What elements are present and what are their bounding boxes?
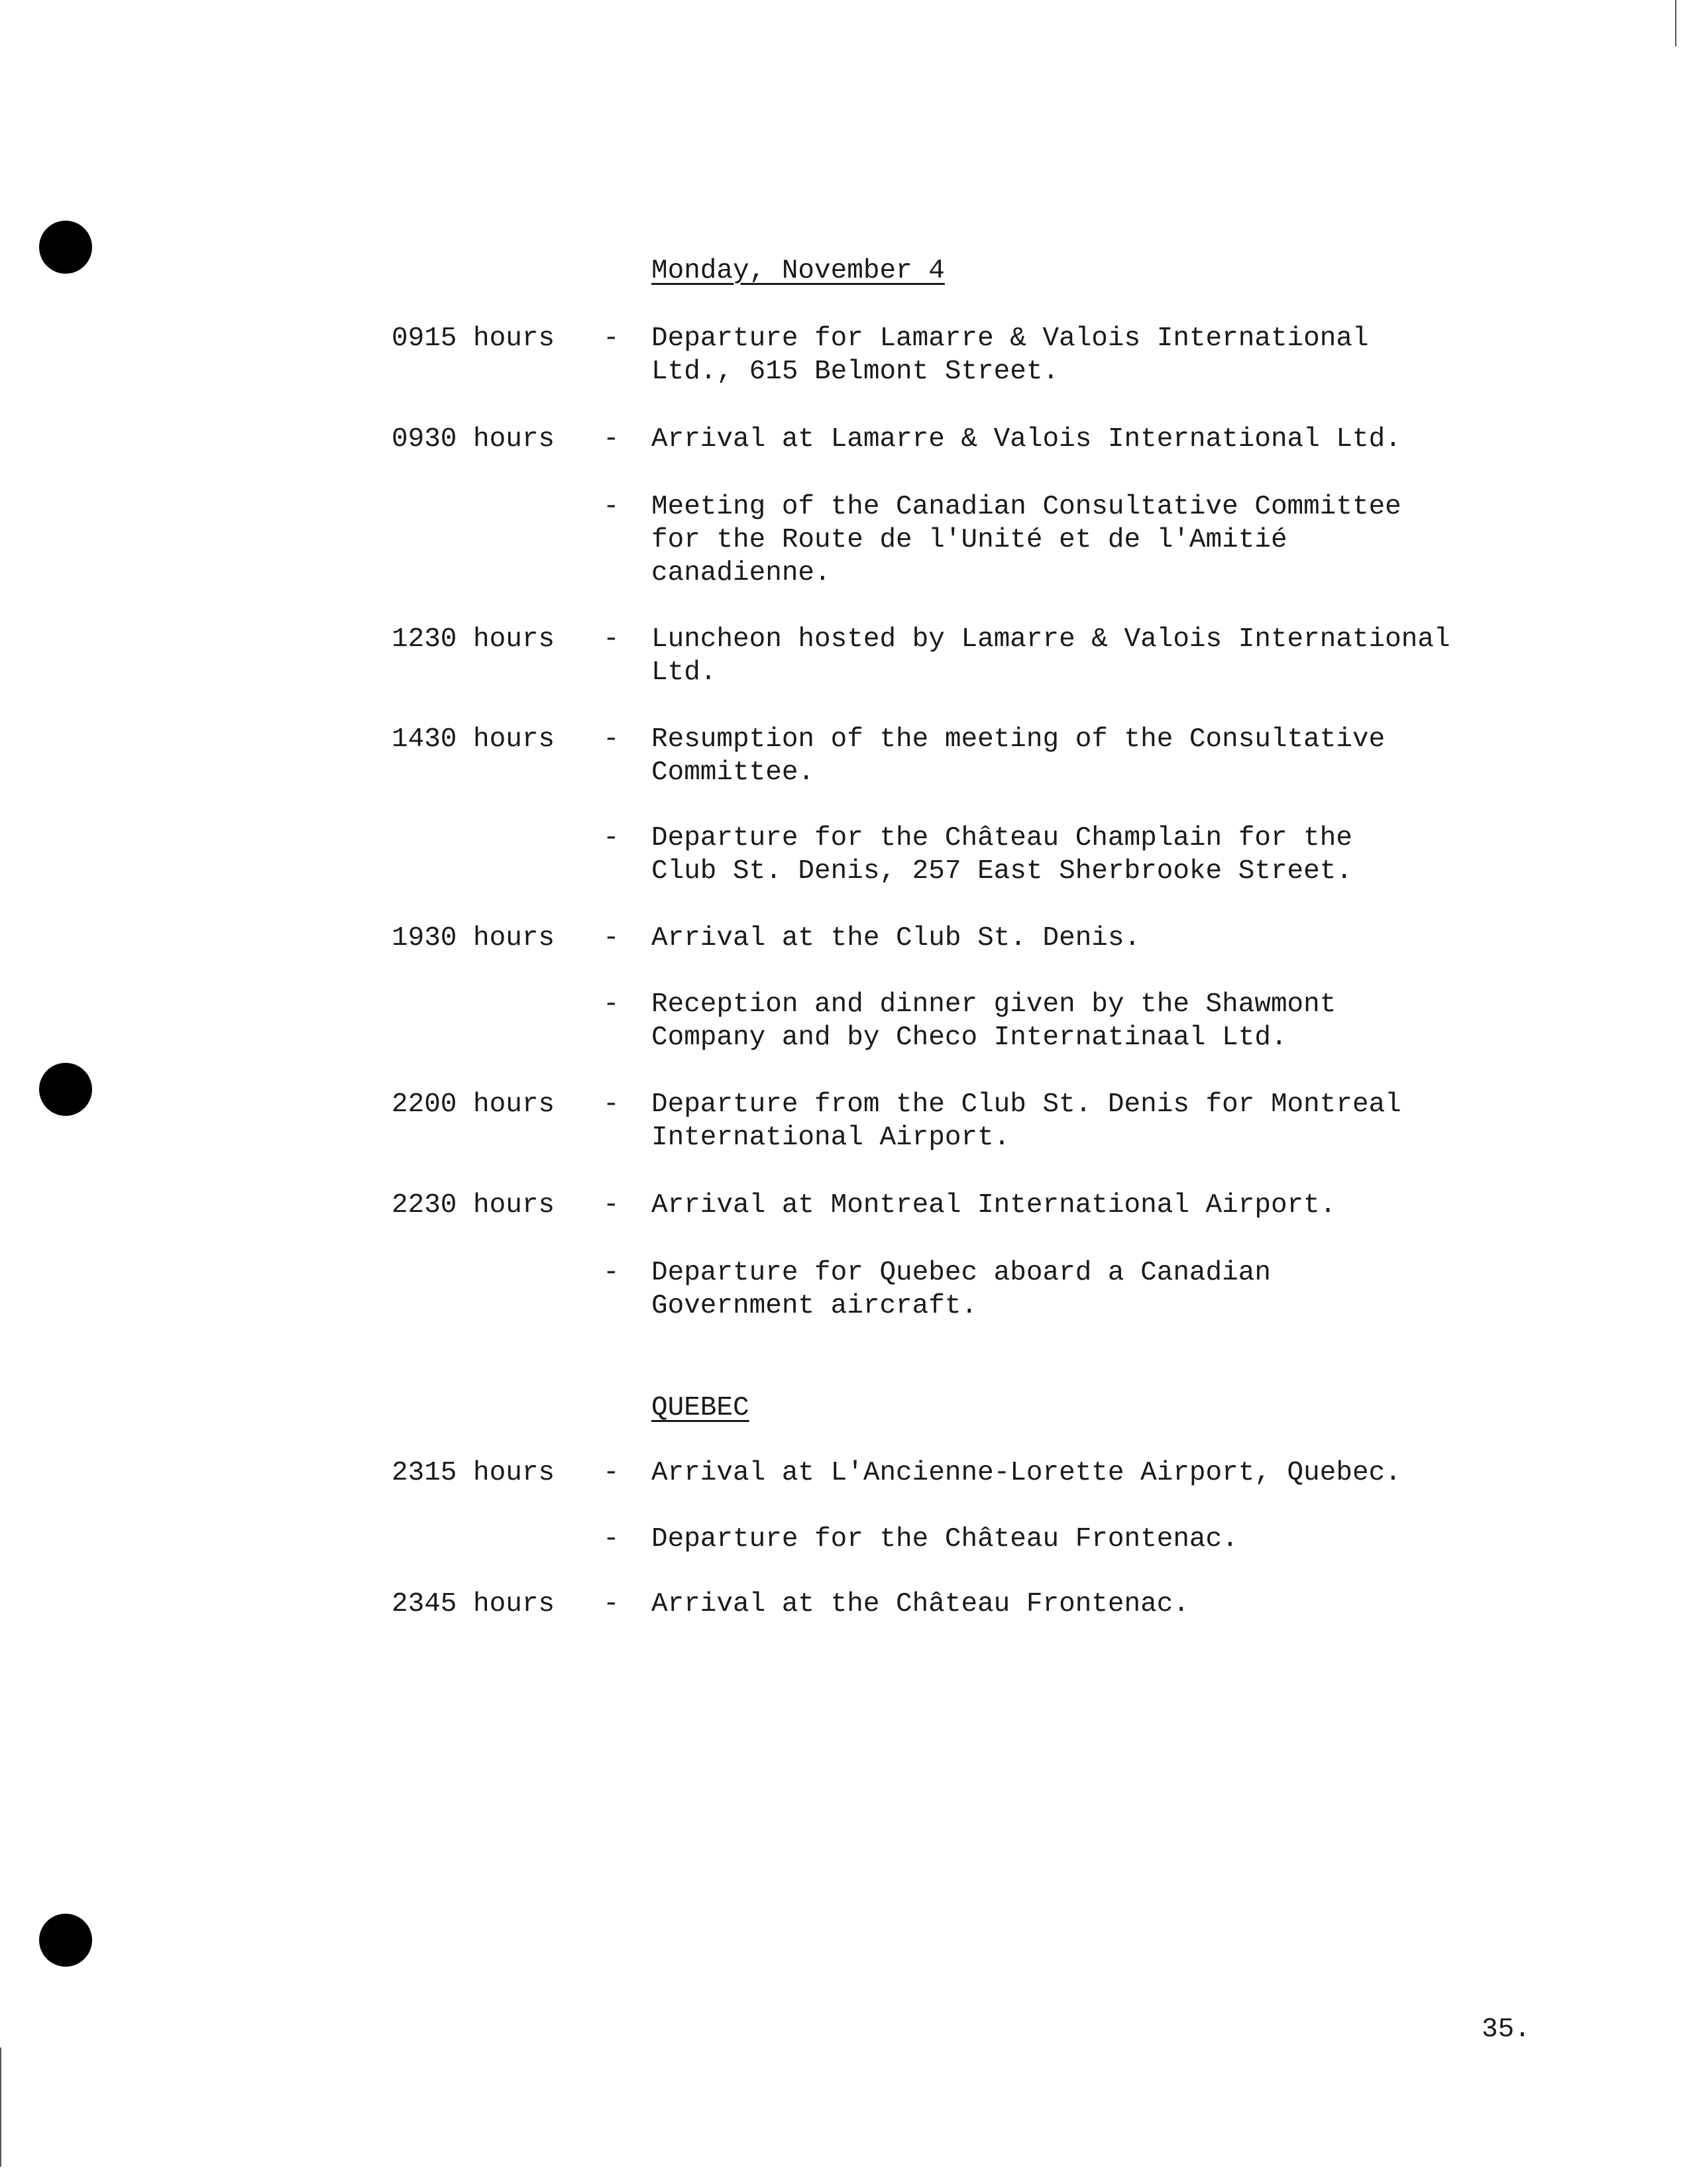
entry-dash: - [603, 1589, 620, 1619]
entry-description [651, 1588, 1513, 1621]
description-line: Luncheon hosted by Lamarre & Valois International [651, 624, 1450, 655]
entry-description [651, 922, 1513, 955]
description-line: Arrival at Montreal International Airport. [651, 1190, 1336, 1221]
entry-time: 2230 hours [392, 1190, 555, 1221]
description-line: Ltd., 615 Belmont Street. [651, 356, 1060, 387]
entry-dash: - [603, 624, 620, 655]
scan-edge-mark [1675, 0, 1676, 46]
description-line: Departure for the Château Frontenac. [651, 1524, 1238, 1555]
entry-dash: - [603, 1089, 620, 1120]
description-line: Company and by Checo Internatinaal Ltd. [651, 1022, 1287, 1053]
entry-dash: - [603, 724, 620, 755]
entry-time: 2315 hours [392, 1458, 555, 1488]
punch-hole-top [39, 221, 92, 274]
entry-description [651, 1523, 1513, 1556]
description-line: Club St. Denis, 257 East Sherbrooke Street. [651, 856, 1352, 887]
description-line: for the Route de l'Unité et de l'Amitié [651, 525, 1287, 555]
entry-description [651, 1256, 1513, 1323]
entry-dash: - [603, 989, 620, 1020]
entry-dash: - [603, 492, 620, 522]
entry-description [651, 623, 1513, 689]
description-line: Resumption of the meeting of the Consultative [651, 724, 1386, 755]
description-line: Ltd. [651, 657, 717, 688]
description-line: Arrival at L'Ancienne-Lorette Airport, Quebec. [651, 1458, 1401, 1488]
page-number: 35. [1482, 2014, 1531, 2045]
entry-description [651, 1189, 1513, 1222]
entry-time: 2345 hours [392, 1589, 555, 1619]
description-line: Reception and dinner given by the Shawmont [651, 989, 1336, 1020]
description-line: Departure from the Club St. Denis for Montreal [651, 1089, 1401, 1120]
entry-dash: - [603, 823, 620, 853]
punch-hole-middle [39, 1063, 92, 1116]
entry-description [651, 723, 1513, 789]
entry-description [651, 490, 1513, 590]
description-line: canadienne. [651, 558, 831, 588]
entry-time: 0930 hours [392, 424, 555, 455]
description-line: Meeting of the Canadian Consultative Committee [651, 492, 1401, 522]
entry-time: 1430 hours [392, 724, 555, 755]
entry-dash: - [603, 923, 620, 954]
entry-description [651, 1088, 1513, 1154]
entry-time: 2200 hours [392, 1089, 555, 1120]
description-line: International Airport. [651, 1122, 1010, 1153]
entry-time: 1930 hours [392, 923, 555, 954]
day-heading: Monday, November 4 [651, 256, 945, 286]
description-line: Arrival at Lamarre & Valois International Ltd. [651, 424, 1401, 455]
entry-description [651, 423, 1513, 456]
description-line: Arrival at the Château Frontenac. [651, 1589, 1189, 1619]
entry-description [651, 322, 1513, 388]
description-line: Committee. [651, 757, 815, 788]
entry-description [651, 1456, 1513, 1490]
description-line: Departure for the Château Champlain for the [651, 823, 1352, 853]
entry-dash: - [603, 1258, 620, 1288]
entry-dash: - [603, 1190, 620, 1221]
punch-hole-bottom [39, 1914, 92, 1967]
description-line: Government aircraft. [651, 1291, 978, 1321]
description-line: Departure for Quebec aboard a Canadian [651, 1258, 1271, 1288]
entry-dash: - [603, 424, 620, 455]
entry-time: 1230 hours [392, 624, 555, 655]
entry-description [651, 822, 1513, 888]
entry-description [651, 988, 1513, 1054]
scan-edge-mark [0, 2048, 1, 2167]
entry-time: 0915 hours [392, 323, 555, 354]
description-line: Arrival at the Club St. Denis. [651, 923, 1141, 954]
city-heading: QUEBEC [651, 1393, 749, 1423]
entry-dash: - [603, 1524, 620, 1555]
description-line: Departure for Lamarre & Valois International [651, 323, 1369, 354]
entry-dash: - [603, 1458, 620, 1488]
entry-dash: - [603, 323, 620, 354]
